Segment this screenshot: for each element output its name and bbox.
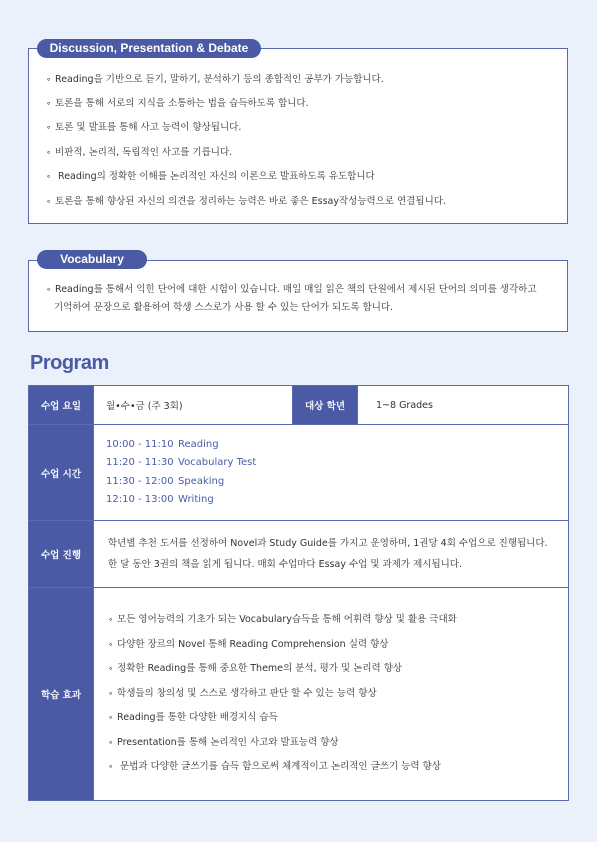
time-label: 수업 시간 — [29, 425, 94, 521]
discussion-box — [28, 48, 568, 224]
program-title: Program — [30, 352, 109, 374]
vocabulary-text: ∘ Reading를 통해서 익힌 단어에 대한 시험이 있습니다. 매일 매일 읽은 책의 단원에서 제시된 단어의 의미를 생각하고 기억하여 문장으로 활용하여 학생 스스로가 사용 할 수 있는 단어가 되도록 합니다. — [46, 284, 537, 313]
list-item: ∘ Reading의 정확한 이해를 논리적인 자신의 이론으로 발표하도록 유도합니다 — [46, 171, 375, 182]
schedule-item: 11:20 - 11:30 Vocabulary Test — [106, 457, 257, 468]
list-item: ∘ 토론을 통해 서로의 지식을 소통하는 법을 습득하도록 합니다. — [46, 98, 309, 109]
list-item: ∘ Reading를 통한 다양한 배경지식 습득 — [108, 712, 278, 724]
process-line: 한 달 동안 3권의 책을 읽게 됩니다. 매회 수업마다 Essay 수업 및 과제가 제시됩니다. — [108, 559, 462, 570]
list-item: ∘ 학생들의 창의성 및 스스로 생각하고 판단 할 수 있는 능력 향상 — [108, 687, 377, 699]
list-item: ∘ 문법과 다양한 글쓰기를 습득 함으로써 체계적이고 논리적인 글쓰기 능력 향상 — [108, 761, 441, 773]
grade-value: 1~8 Grades — [358, 386, 569, 425]
vocabulary-box — [28, 260, 568, 332]
table-row — [29, 521, 569, 588]
schedule-cell — [94, 425, 569, 521]
list-item: ∘ Reading을 기반으로 듣기, 말하기, 분석하기 등의 종합적인 공부가 가능합니다. — [46, 74, 384, 85]
list-item: ∘ Presentation를 통해 논리적인 사고와 발표능력 향상 — [108, 736, 339, 748]
table-row — [29, 386, 569, 425]
grade-label: 대상 학년 — [293, 386, 358, 425]
schedule-item: 12:10 - 13:00 Writing — [106, 494, 214, 505]
process-line: 학년별 추천 도서를 선정하여 Novel과 Study Guide를 가지고 운영하며, 1권당 4회 수업으로 진행됩니다. — [108, 538, 548, 549]
days-value: 월•수•금 (주 3회) — [94, 386, 293, 425]
vocabulary-title: Vocabulary — [37, 250, 147, 269]
list-item: ∘ 비판적, 논리적, 독립적인 사고를 기릅니다. — [46, 147, 233, 158]
effect-cell — [94, 588, 569, 801]
schedule-item: 10:00 - 11:10 Reading — [106, 438, 219, 450]
discussion-title: Discussion, Presentation & Debate — [37, 39, 261, 58]
process-label: 수업 진행 — [29, 521, 94, 588]
program-table — [28, 385, 569, 801]
schedule-item: 11:30 - 12:00 Speaking — [106, 475, 225, 487]
list-item: ∘ 토론을 통해 향상된 자신의 의견을 정리하는 능력은 바로 좋은 Essay작성능력으로 연결됩니다. — [46, 196, 446, 207]
list-item: ∘ 토론 및 발표를 통해 사고 능력이 향상됩니다. — [46, 122, 242, 133]
days-label: 수업 요일 — [29, 386, 94, 425]
table-row — [29, 588, 569, 801]
effect-label: 학습 효과 — [29, 588, 94, 801]
list-item: ∘ 다양한 장르의 Novel 통해 Reading Comprehension 실력 향상 — [108, 638, 389, 650]
table-row — [29, 425, 569, 521]
list-item: ∘ 정확한 Reading를 통해 중요한 Theme의 분석, 평가 및 논리력 향상 — [108, 663, 403, 675]
list-item: ∘ 모든 영어능력의 기초가 되는 Vocabulary습득을 통해 어휘력 향상 및 활용 극대화 — [108, 614, 457, 626]
process-cell — [94, 521, 569, 588]
